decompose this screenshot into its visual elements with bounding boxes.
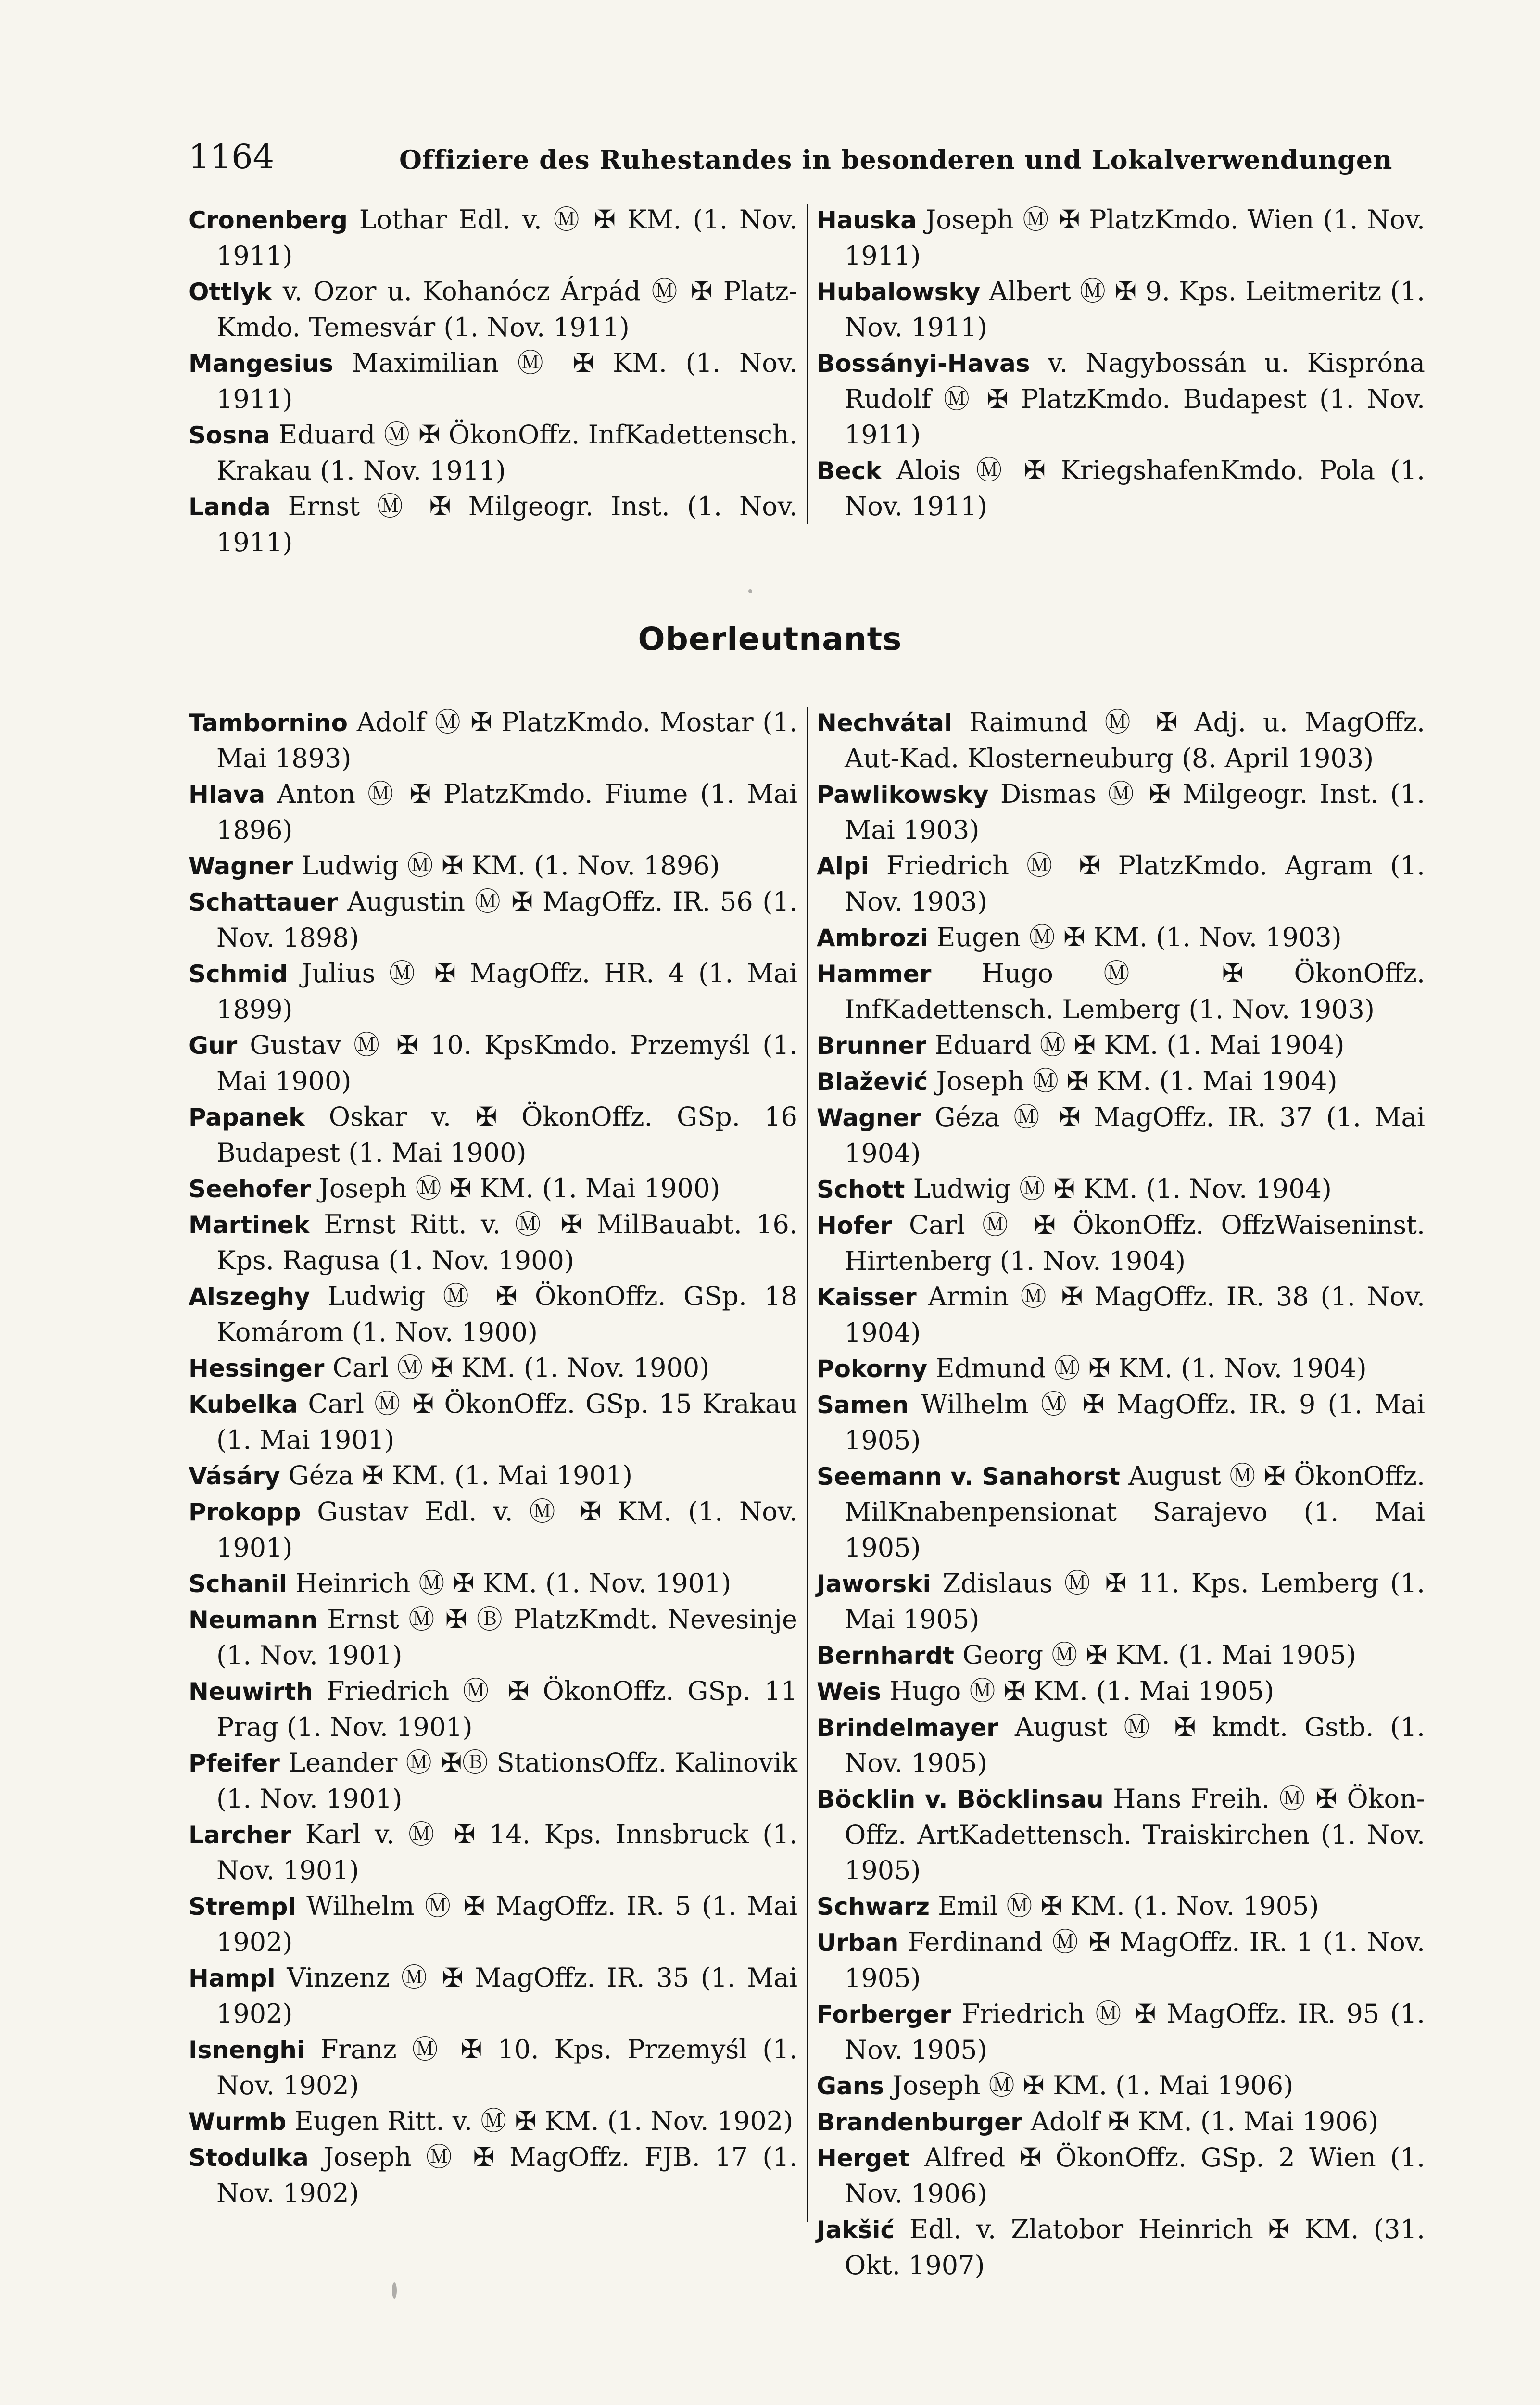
- roster-entry: [189, 274, 797, 345]
- officer-surname: Gans: [817, 2072, 884, 2100]
- entry-details: Maximilian Ⓜ ✠ KM. (1. Nov. 1911): [216, 348, 797, 414]
- entry-details: Vinzenz Ⓜ ✠ MagOffz. IR. 35 (1. Mai 1902): [216, 1962, 797, 2029]
- roster-entry: [817, 1924, 1425, 1996]
- entry-details: Karl v. Ⓜ ✠ 14. Kps. Innsbruck (1. Nov. 1901): [216, 1819, 797, 1886]
- entry-details: Armin Ⓜ ✠ MagOffz. IR. 38 (1. Nov. 1904): [845, 1281, 1425, 1348]
- roster-entry: [817, 956, 1425, 1027]
- officer-surname: Stodulka: [189, 2144, 309, 2172]
- entry-details: Edl. v. Zlatobor Heinrich ✠ KM. (31. Okt. 1907): [845, 2214, 1425, 2280]
- entry-details: Carl Ⓜ ✠ KM. (1. Nov. 1900): [324, 1353, 710, 1383]
- roster-entry: [189, 1888, 797, 1960]
- entry-details: Raimund Ⓜ ✠ Adj. u. MagOffz. Aut-Kad. Klosterneuburg (8. April 1903): [845, 707, 1425, 773]
- entry-details: Ferdinand Ⓜ ✠ MagOffz. IR. 1 (1. Nov. 1905): [845, 1927, 1425, 1993]
- officer-surname: Landa: [189, 493, 271, 521]
- entry-details: Anton Ⓜ ✠ PlatzKmdo. Fiume (1. Mai 1896): [216, 779, 797, 845]
- entry-details: v. Nagybossán u. Kisprόna Rudolf Ⓜ ✠ PlatzKmdo. Budapest (1. Nov. 1911): [845, 348, 1425, 450]
- roster-entry: [817, 1781, 1425, 1888]
- roster-entry: [817, 920, 1425, 956]
- officer-surname: Schott: [817, 1176, 905, 1203]
- roster-entry: [189, 1278, 797, 1350]
- main-left-column: [189, 705, 797, 2211]
- roster-entry: [189, 417, 797, 489]
- officer-surname: Pawlikowsky: [817, 781, 989, 809]
- officer-surname: Hubalowsky: [817, 278, 981, 306]
- officer-surname: Hampl: [189, 1964, 276, 1992]
- officer-surname: Papanek: [189, 1103, 305, 1131]
- entry-details: Carl Ⓜ ✠ ÖkonOffz. GSp. 15 Krakau (1. Mai 1901): [216, 1389, 797, 1455]
- roster-entry: [817, 1100, 1425, 1171]
- roster-entry: [189, 1350, 797, 1386]
- entry-details: Ernst Ⓜ ✠ Milgeogr. Inst. (1. Nov. 1911): [216, 491, 797, 557]
- column-divider-main: [807, 707, 808, 2222]
- roster-entry: [817, 1171, 1425, 1207]
- column-divider-top: [807, 204, 808, 524]
- section-title: Oberleutnants: [638, 620, 902, 658]
- entry-details: Lothar Edl. v. Ⓜ ✠ KM. (1. Nov. 1911): [216, 204, 797, 271]
- officer-surname: Strempl: [189, 1893, 296, 1921]
- officer-surname: Prokopp: [189, 1498, 301, 1526]
- officer-surname: Herget: [817, 2144, 910, 2172]
- roster-entry: [817, 848, 1425, 920]
- officer-surname: Wurmb: [189, 2108, 287, 2136]
- main-right-column: [817, 705, 1425, 2283]
- officer-surname: Wagner: [817, 1104, 921, 1132]
- officer-surname: Larcher: [189, 1821, 292, 1849]
- officer-surname: Wagner: [189, 852, 293, 880]
- entry-details: Alois Ⓜ ✠ KriegshafenKmdo. Pola (1. Nov. 1911): [845, 455, 1425, 521]
- officer-surname: Cronenberg: [189, 206, 348, 234]
- officer-surname: Alszeghy: [189, 1283, 310, 1311]
- roster-entry: [817, 345, 1425, 453]
- roster-entry: [189, 1027, 797, 1099]
- roster-entry: [817, 1566, 1425, 1637]
- entry-details: Friedrich Ⓜ ✠ ÖkonOffz. GSp. 11 Prag (1. Nov. 1901): [216, 1676, 797, 1742]
- roster-entry: [189, 2139, 797, 2211]
- officer-surname: Bossányi-Havas: [817, 350, 1030, 378]
- entry-details: Eugen Ⓜ ✠ KM. (1. Nov. 1903): [928, 922, 1342, 952]
- roster-entry: [817, 1207, 1425, 1279]
- roster-entry: [189, 1171, 797, 1207]
- roster-entry: [817, 1027, 1425, 1063]
- entry-details: Wilhelm Ⓜ ✠ MagOffz. IR. 5 (1. Mai 1902): [216, 1891, 797, 1957]
- entry-details: Friedrich Ⓜ ✠ PlatzKmdo. Agram (1. Nov. 1903): [845, 850, 1425, 917]
- roster-entry: [817, 1351, 1425, 1387]
- officer-surname: Sosna: [189, 421, 270, 449]
- entry-details: Leander Ⓜ ✠Ⓑ StationsOffz. Kalinovik (1. Nov. 1901): [216, 1747, 797, 1814]
- roster-entry: [817, 2140, 1425, 2212]
- officer-surname: Jaworski: [817, 1570, 931, 1598]
- officer-surname: Kaisser: [817, 1283, 917, 1311]
- roster-entry: [817, 1387, 1425, 1458]
- roster-entry: [189, 1960, 797, 2032]
- officer-surname: Seehofer: [189, 1175, 311, 1203]
- entry-details: Géza ✠ KM. (1. Mai 1901): [280, 1460, 633, 1491]
- ink-smudge: [392, 2282, 397, 2299]
- officer-surname: Neumann: [189, 1606, 318, 1634]
- running-head: Offiziere des Ruhestandes in besonderen und Lokalverwendungen: [399, 144, 1393, 175]
- entry-details: Ludwig Ⓜ ✠ KM. (1. Nov. 1904): [905, 1174, 1332, 1204]
- entry-details: Edmund Ⓜ ✠ KM. (1. Nov. 1904): [927, 1353, 1367, 1383]
- roster-entry: [189, 1602, 797, 1673]
- roster-entry: [189, 1099, 797, 1171]
- entry-details: Hans Freih. Ⓜ ✠ Ökon-Offz. ArtKadettensch. Traiskirchen (1. Nov. 1905): [845, 1784, 1426, 1886]
- entry-details: August Ⓜ ✠ kmdt. Gstb. (1. Nov. 1905): [845, 1712, 1425, 1778]
- officer-surname: Urban: [817, 1929, 899, 1957]
- roster-entry: [817, 2104, 1425, 2140]
- officer-surname: Seemann v. Sanahorst: [817, 1463, 1120, 1491]
- roster-entry: [189, 1817, 797, 1888]
- roster-entry: [189, 1745, 797, 1817]
- officer-surname: Ottlyk: [189, 278, 272, 306]
- roster-entry: [817, 776, 1425, 848]
- officer-surname: Hofer: [817, 1212, 892, 1240]
- roster-entry: [189, 1386, 797, 1458]
- officer-surname: Bernhardt: [817, 1642, 954, 1670]
- roster-entry: [189, 1673, 797, 1745]
- roster-entry: [189, 1207, 797, 1278]
- top-right-column: [817, 202, 1425, 524]
- roster-entry: [817, 1458, 1425, 1566]
- roster-entry: [189, 345, 797, 417]
- roster-entry: [189, 956, 797, 1027]
- entry-details: Heinrich Ⓜ ✠ KM. (1. Nov. 1901): [287, 1568, 732, 1598]
- officer-surname: Neuwirth: [189, 1678, 313, 1706]
- entry-details: Albert Ⓜ ✠ 9. Kps. Leitmeritz (1. Nov. 1911): [845, 276, 1425, 342]
- officer-surname: Brandenburger: [817, 2108, 1022, 2136]
- entry-details: Julius Ⓜ ✠ MagOffz. HR. 4 (1. Mai 1899): [216, 958, 797, 1025]
- roster-entry: [817, 1996, 1425, 2068]
- officer-surname: Jakšić: [817, 2216, 895, 2244]
- roster-entry: [189, 489, 797, 560]
- officer-surname: Pfeifer: [189, 1749, 280, 1777]
- entry-details: Augustin Ⓜ ✠ MagOffz. IR. 56 (1. Nov. 1898): [216, 886, 797, 953]
- officer-surname: Schmid: [189, 960, 288, 988]
- roster-entry: [189, 2032, 797, 2103]
- officer-surname: Hauska: [817, 206, 917, 234]
- entry-details: Zdislaus Ⓜ ✠ 11. Kps. Lemberg (1. Mai 1905): [845, 1568, 1425, 1634]
- entry-details: Ernst Ritt. v. Ⓜ ✠ MilBauabt. 16. Kps. Ragusa (1. Nov. 1900): [216, 1209, 797, 1276]
- entry-details: Adolf Ⓜ ✠ PlatzKmdo. Mostar (1. Mai 1893): [216, 707, 797, 773]
- officer-surname: Forberger: [817, 2000, 951, 2028]
- officer-surname: Brunner: [817, 1032, 927, 1060]
- officer-surname: Schanil: [189, 1570, 287, 1598]
- entry-details: Eduard Ⓜ ✠ KM. (1. Mai 1904): [926, 1030, 1345, 1060]
- officer-surname: Brindelmayer: [817, 1714, 998, 1742]
- roster-entry: [817, 2068, 1425, 2104]
- entry-details: Georg Ⓜ ✠ KM. (1. Mai 1905): [954, 1640, 1356, 1670]
- officer-surname: Beck: [817, 457, 882, 485]
- roster-entry: [817, 705, 1425, 776]
- entry-details: Wilhelm Ⓜ ✠ MagOffz. IR. 9 (1. Mai 1905): [845, 1389, 1425, 1456]
- roster-entry: [189, 202, 797, 274]
- roster-entry: [817, 1637, 1425, 1673]
- officer-surname: Alpi: [817, 852, 869, 880]
- officer-surname: Blažević: [817, 1068, 928, 1096]
- officer-surname: Kubelka: [189, 1391, 298, 1418]
- entry-details: Ernst Ⓜ ✠ Ⓑ PlatzKmdt. Nevesinje (1. Nov. 1901): [216, 1604, 797, 1671]
- roster-entry: [189, 848, 797, 884]
- entry-details: Friedrich Ⓜ ✠ MagOffz. IR. 95 (1. Nov. 1905): [845, 1999, 1425, 2065]
- roster-entry: [189, 884, 797, 956]
- officer-surname: Schattauer: [189, 888, 338, 916]
- entry-details: Adolf ✠ KM. (1. Mai 1906): [1022, 2106, 1379, 2137]
- entry-details: Hugo Ⓜ ✠ KM. (1. Mai 1905): [881, 1676, 1275, 1706]
- officer-surname: Tambornino: [189, 709, 348, 737]
- roster-entry: [817, 1709, 1425, 1781]
- entry-details: Oskar v. ✠ ÖkonOffz. GSp. 16 Budapest (1. Mai 1900): [216, 1101, 797, 1168]
- officer-surname: Martinek: [189, 1211, 310, 1239]
- roster-entry: [817, 1279, 1425, 1351]
- officer-surname: Pokorny: [817, 1355, 928, 1383]
- roster-entry: [189, 2103, 797, 2139]
- entry-details: Ludwig Ⓜ ✠ KM. (1. Nov. 1896): [293, 850, 720, 881]
- ink-smudge: [748, 589, 752, 593]
- top-left-column: [189, 202, 797, 560]
- officer-surname: Samen: [817, 1391, 909, 1419]
- entry-details: Joseph Ⓜ ✠ MagOffz. FJB. 17 (1. Nov. 1902): [216, 2142, 797, 2208]
- officer-surname: Böcklin v. Böcklinsau: [817, 1785, 1104, 1813]
- officer-surname: Mangesius: [189, 350, 334, 378]
- officer-surname: Nechvátal: [817, 709, 953, 737]
- roster-entry: [817, 453, 1425, 524]
- entry-details: Joseph Ⓜ ✠ KM. (1. Mai 1900): [311, 1173, 720, 1203]
- officer-surname: Schwarz: [817, 1893, 930, 1921]
- entry-details: Alfred ✠ ÖkonOffz. GSp. 2 Wien (1. Nov. 1906): [845, 2142, 1425, 2209]
- officer-surname: Isnenghi: [189, 2036, 305, 2064]
- roster-entry: [189, 1494, 797, 1566]
- entry-details: Joseph Ⓜ ✠ KM. (1. Mai 1906): [884, 2070, 1294, 2101]
- roster-entry: [189, 1566, 797, 1602]
- entry-details: Dismas Ⓜ ✠ Milgeogr. Inst. (1. Mai 1903): [845, 779, 1425, 845]
- page-number: 1164: [189, 137, 275, 177]
- officer-surname: Hessinger: [189, 1354, 325, 1382]
- entry-details: Joseph Ⓜ ✠ KM. (1. Mai 1904): [928, 1066, 1338, 1096]
- entry-details: Gustav Ⓜ ✠ 10. KpsKmdo. Przemyśl (1. Mai 1900): [216, 1030, 797, 1096]
- entry-details: Franz Ⓜ ✠ 10. Kps. Przemyśl (1. Nov. 1902): [216, 2034, 797, 2101]
- officer-surname: Vásáry: [189, 1462, 280, 1490]
- entry-details: v. Ozor u. Kohanócz Árpád Ⓜ ✠ Platz-Kmdo. Temesvár (1. Nov. 1911): [216, 276, 797, 342]
- roster-entry: [817, 1673, 1425, 1709]
- roster-entry: [189, 705, 797, 776]
- entry-details: Carl Ⓜ ✠ ÖkonOffz. OffzWaiseninst. Hirtenberg (1. Nov. 1904): [845, 1210, 1425, 1276]
- entry-details: Gustav Edl. v. Ⓜ ✠ KM. (1. Nov. 1901): [216, 1496, 797, 1563]
- entry-details: Ludwig Ⓜ ✠ ÖkonOffz. GSp. 18 Komárom (1. Nov. 1900): [216, 1281, 797, 1347]
- entry-details: Géza Ⓜ ✠ MagOffz. IR. 37 (1. Mai 1904): [845, 1102, 1425, 1168]
- entry-details: Emil Ⓜ ✠ KM. (1. Nov. 1905): [929, 1891, 1319, 1921]
- roster-entry: [817, 274, 1425, 345]
- entry-details: Joseph Ⓜ ✠ PlatzKmdo. Wien (1. Nov. 1911): [845, 204, 1425, 271]
- roster-entry: [817, 202, 1425, 274]
- roster-entry: [817, 1888, 1425, 1924]
- officer-surname: Gur: [189, 1032, 238, 1060]
- roster-entry: [189, 1458, 797, 1494]
- officer-surname: Weis: [817, 1678, 882, 1706]
- entry-details: Eugen Ritt. v. Ⓜ ✠ KM. (1. Nov. 1902): [286, 2106, 794, 2136]
- entry-details: Hugo Ⓜ ✠ ÖkonOffz. InfKadettensch. Lemberg (1. Nov. 1903): [845, 958, 1425, 1025]
- roster-entry: [817, 1063, 1425, 1100]
- officer-surname: Hlava: [189, 781, 265, 809]
- officer-surname: Hammer: [817, 960, 932, 988]
- entry-details: Eduard Ⓜ ✠ ÖkonOffz. InfKadettensch. Krakau (1. Nov. 1911): [216, 419, 797, 486]
- entry-details: August Ⓜ ✠ ÖkonOffz. MilKnabenpensionat Sarajevo (1. Mai 1905): [845, 1461, 1425, 1563]
- officer-surname: Ambrozi: [817, 924, 928, 952]
- roster-entry: [189, 776, 797, 848]
- roster-entry: [817, 2212, 1425, 2283]
